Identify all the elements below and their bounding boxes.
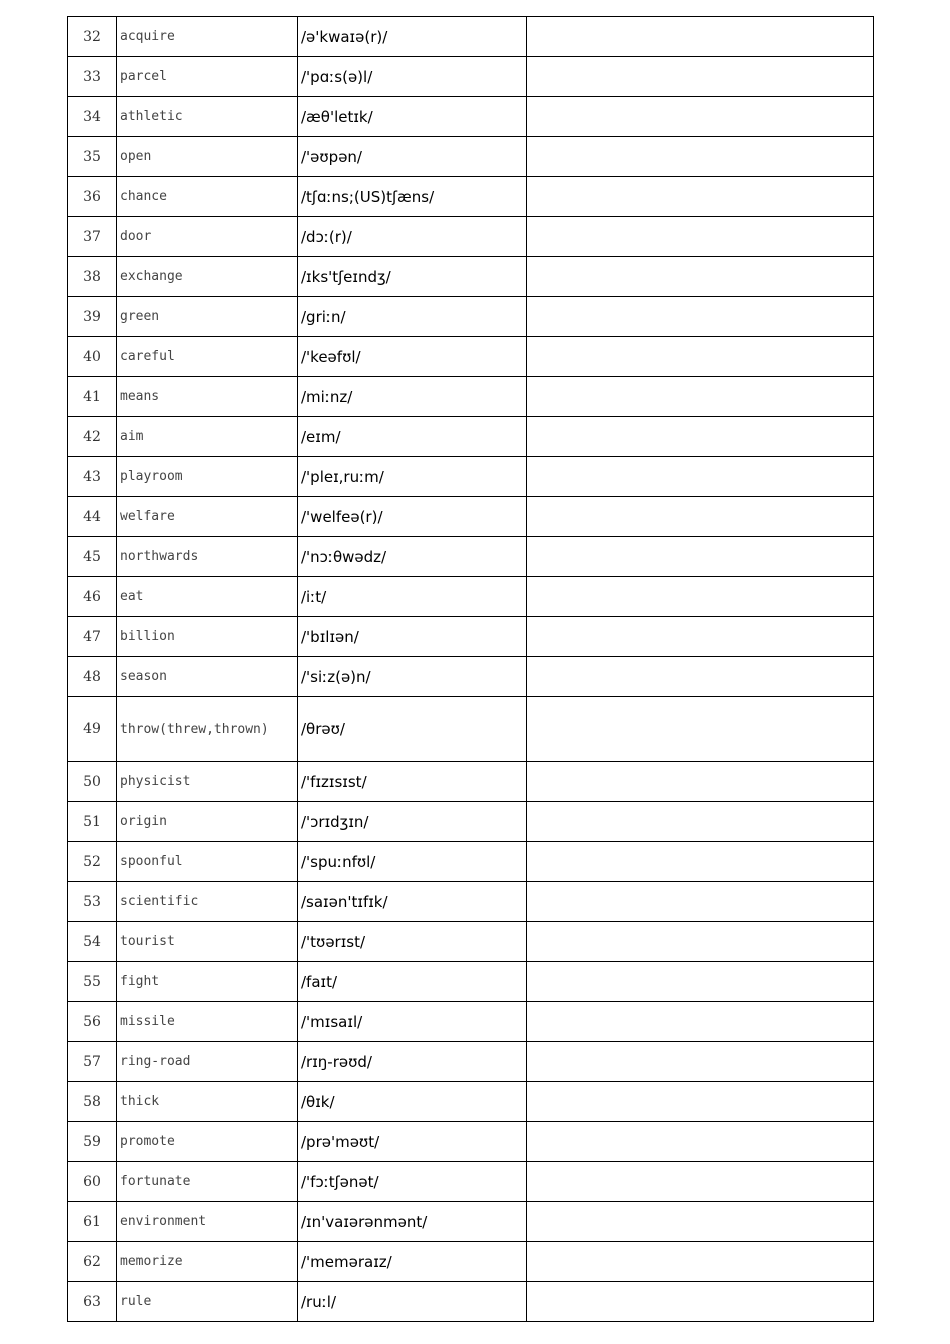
row-number-cell: 46 — [68, 577, 117, 617]
word-cell: playroom — [117, 457, 298, 497]
meaning-blank-cell[interactable] — [527, 1242, 874, 1282]
word-cell: careful — [117, 337, 298, 377]
table-row — [68, 762, 874, 802]
word-cell: aim — [117, 417, 298, 457]
phonetic-cell: /'fɪzɪsɪst/ — [298, 762, 527, 802]
phonetic-cell: /miːnz/ — [298, 377, 527, 417]
word-cell: fortunate — [117, 1162, 298, 1202]
meaning-blank-cell[interactable] — [527, 417, 874, 457]
row-number-cell: 43 — [68, 457, 117, 497]
meaning-blank-cell[interactable] — [527, 137, 874, 177]
word-cell: chance — [117, 177, 298, 217]
phonetic-cell: /'mɪsaɪl/ — [298, 1002, 527, 1042]
row-number-cell: 57 — [68, 1042, 117, 1082]
meaning-blank-cell[interactable] — [527, 1162, 874, 1202]
meaning-blank-cell[interactable] — [527, 97, 874, 137]
meaning-blank-cell[interactable] — [527, 1042, 874, 1082]
meaning-blank-cell[interactable] — [527, 1082, 874, 1122]
phonetic-cell: /æθ'letɪk/ — [298, 97, 527, 137]
meaning-blank-cell[interactable] — [527, 1282, 874, 1322]
phonetic-cell: /'tʊərɪst/ — [298, 922, 527, 962]
phonetic-cell: /tʃɑːns;(US)tʃæns/ — [298, 177, 527, 217]
word-cell: door — [117, 217, 298, 257]
table-row — [68, 177, 874, 217]
table-row — [68, 377, 874, 417]
table-row — [68, 1002, 874, 1042]
table-row — [68, 137, 874, 177]
meaning-blank-cell[interactable] — [527, 762, 874, 802]
meaning-blank-cell[interactable] — [527, 577, 874, 617]
row-number-cell: 37 — [68, 217, 117, 257]
table-row — [68, 217, 874, 257]
row-number-cell: 45 — [68, 537, 117, 577]
table-row — [68, 922, 874, 962]
phonetic-cell: /'pleɪ,ruːm/ — [298, 457, 527, 497]
word-cell: billion — [117, 617, 298, 657]
row-number-cell: 56 — [68, 1002, 117, 1042]
phonetic-cell: /ruːl/ — [298, 1282, 527, 1322]
phonetic-cell: /'bɪlɪən/ — [298, 617, 527, 657]
table-row — [68, 537, 874, 577]
meaning-blank-cell[interactable] — [527, 657, 874, 697]
word-cell: memorize — [117, 1242, 298, 1282]
phonetic-cell: /'əʊpən/ — [298, 137, 527, 177]
row-number-cell: 60 — [68, 1162, 117, 1202]
meaning-blank-cell[interactable] — [527, 537, 874, 577]
phonetic-cell: /'ɔrɪdʒɪn/ — [298, 802, 527, 842]
phonetic-cell: /iːt/ — [298, 577, 527, 617]
phonetic-cell: /'pɑːs(ə)l/ — [298, 57, 527, 97]
word-cell: athletic — [117, 97, 298, 137]
row-number-cell: 51 — [68, 802, 117, 842]
phonetic-cell: /saɪən'tɪfɪk/ — [298, 882, 527, 922]
row-number-cell: 38 — [68, 257, 117, 297]
row-number-cell: 55 — [68, 962, 117, 1002]
row-number-cell: 61 — [68, 1202, 117, 1242]
word-cell: season — [117, 657, 298, 697]
word-cell: exchange — [117, 257, 298, 297]
table-row — [68, 882, 874, 922]
meaning-blank-cell[interactable] — [527, 842, 874, 882]
meaning-blank-cell[interactable] — [527, 297, 874, 337]
word-cell: physicist — [117, 762, 298, 802]
row-number-cell: 48 — [68, 657, 117, 697]
meaning-blank-cell[interactable] — [527, 177, 874, 217]
table-row — [68, 337, 874, 377]
table-row — [68, 842, 874, 882]
word-cell: means — [117, 377, 298, 417]
phonetic-cell: /ə'kwaɪə(r)/ — [298, 17, 527, 57]
row-number-cell: 58 — [68, 1082, 117, 1122]
meaning-blank-cell[interactable] — [527, 1122, 874, 1162]
meaning-blank-cell[interactable] — [527, 802, 874, 842]
row-number-cell: 50 — [68, 762, 117, 802]
row-number-cell: 36 — [68, 177, 117, 217]
table-row — [68, 1162, 874, 1202]
row-number-cell: 54 — [68, 922, 117, 962]
vocabulary-table-body — [68, 17, 874, 1322]
row-number-cell: 47 — [68, 617, 117, 657]
phonetic-cell: /'nɔːθwədz/ — [298, 537, 527, 577]
row-number-cell: 42 — [68, 417, 117, 457]
row-number-cell: 53 — [68, 882, 117, 922]
word-cell: thick — [117, 1082, 298, 1122]
meaning-blank-cell[interactable] — [527, 457, 874, 497]
word-cell: scientific — [117, 882, 298, 922]
table-row — [68, 962, 874, 1002]
phonetic-cell: /ɪks'tʃeɪndʒ/ — [298, 257, 527, 297]
row-number-cell: 49 — [68, 697, 117, 762]
row-number-cell: 40 — [68, 337, 117, 377]
phonetic-cell: /'siːz(ə)n/ — [298, 657, 527, 697]
word-cell: eat — [117, 577, 298, 617]
meaning-blank-cell[interactable] — [527, 17, 874, 57]
word-cell: parcel — [117, 57, 298, 97]
table-row — [68, 1202, 874, 1242]
word-cell: fight — [117, 962, 298, 1002]
phonetic-cell: /rɪŋ-rəʊd/ — [298, 1042, 527, 1082]
meaning-blank-cell[interactable] — [527, 617, 874, 657]
meaning-blank-cell[interactable] — [527, 1002, 874, 1042]
table-row — [68, 57, 874, 97]
phonetic-cell: /'spuːnfʊl/ — [298, 842, 527, 882]
phonetic-cell: /θrəʊ/ — [298, 697, 527, 762]
row-number-cell: 52 — [68, 842, 117, 882]
phonetic-cell: /ɪn'vaɪərənmənt/ — [298, 1202, 527, 1242]
row-number-cell: 63 — [68, 1282, 117, 1322]
word-cell: welfare — [117, 497, 298, 537]
meaning-blank-cell[interactable] — [527, 257, 874, 297]
table-row — [68, 577, 874, 617]
phonetic-cell: /prə'məʊt/ — [298, 1122, 527, 1162]
table-row — [68, 802, 874, 842]
row-number-cell: 59 — [68, 1122, 117, 1162]
word-cell: green — [117, 297, 298, 337]
table-row — [68, 1122, 874, 1162]
word-cell: environment — [117, 1202, 298, 1242]
meaning-blank-cell[interactable] — [527, 962, 874, 1002]
phonetic-cell: /eɪm/ — [298, 417, 527, 457]
word-cell: origin — [117, 802, 298, 842]
row-number-cell: 34 — [68, 97, 117, 137]
meaning-blank-cell[interactable] — [527, 497, 874, 537]
word-cell: open — [117, 137, 298, 177]
word-cell: tourist — [117, 922, 298, 962]
row-number-cell: 62 — [68, 1242, 117, 1282]
meaning-blank-cell[interactable] — [527, 697, 874, 762]
word-cell: promote — [117, 1122, 298, 1162]
row-number-cell: 33 — [68, 57, 117, 97]
row-number-cell: 44 — [68, 497, 117, 537]
table-row — [68, 457, 874, 497]
table-row — [68, 1242, 874, 1282]
phonetic-cell: /dɔː(r)/ — [298, 217, 527, 257]
phonetic-cell: /griːn/ — [298, 297, 527, 337]
meaning-blank-cell[interactable] — [527, 882, 874, 922]
word-cell: ring-road — [117, 1042, 298, 1082]
phonetic-cell: /θɪk/ — [298, 1082, 527, 1122]
table-row — [68, 417, 874, 457]
row-number-cell: 39 — [68, 297, 117, 337]
word-cell: spoonful — [117, 842, 298, 882]
phonetic-cell: /'meməraɪz/ — [298, 1242, 527, 1282]
phonetic-cell: /'keəfʊl/ — [298, 337, 527, 377]
phonetic-cell: /faɪt/ — [298, 962, 527, 1002]
table-row — [68, 1082, 874, 1122]
table-row — [68, 657, 874, 697]
table-row — [68, 497, 874, 537]
table-row — [68, 17, 874, 57]
meaning-blank-cell[interactable] — [527, 217, 874, 257]
word-cell: missile — [117, 1002, 298, 1042]
word-cell: acquire — [117, 17, 298, 57]
word-cell: throw(threw,thrown) — [117, 697, 298, 762]
meaning-blank-cell[interactable] — [527, 1202, 874, 1242]
phonetic-cell: /'fɔːtʃənət/ — [298, 1162, 527, 1202]
table-row — [68, 97, 874, 137]
table-row — [68, 617, 874, 657]
meaning-blank-cell[interactable] — [527, 922, 874, 962]
row-number-cell: 32 — [68, 17, 117, 57]
phonetic-cell: /'welfeə(r)/ — [298, 497, 527, 537]
meaning-blank-cell[interactable] — [527, 337, 874, 377]
row-number-cell: 35 — [68, 137, 117, 177]
meaning-blank-cell[interactable] — [527, 377, 874, 417]
table-row — [68, 1042, 874, 1082]
table-row — [68, 1282, 874, 1322]
table-row — [68, 297, 874, 337]
vocabulary-table — [67, 16, 874, 1322]
word-cell: northwards — [117, 537, 298, 577]
meaning-blank-cell[interactable] — [527, 57, 874, 97]
table-row — [68, 697, 874, 762]
word-cell: rule — [117, 1282, 298, 1322]
table-row — [68, 257, 874, 297]
row-number-cell: 41 — [68, 377, 117, 417]
